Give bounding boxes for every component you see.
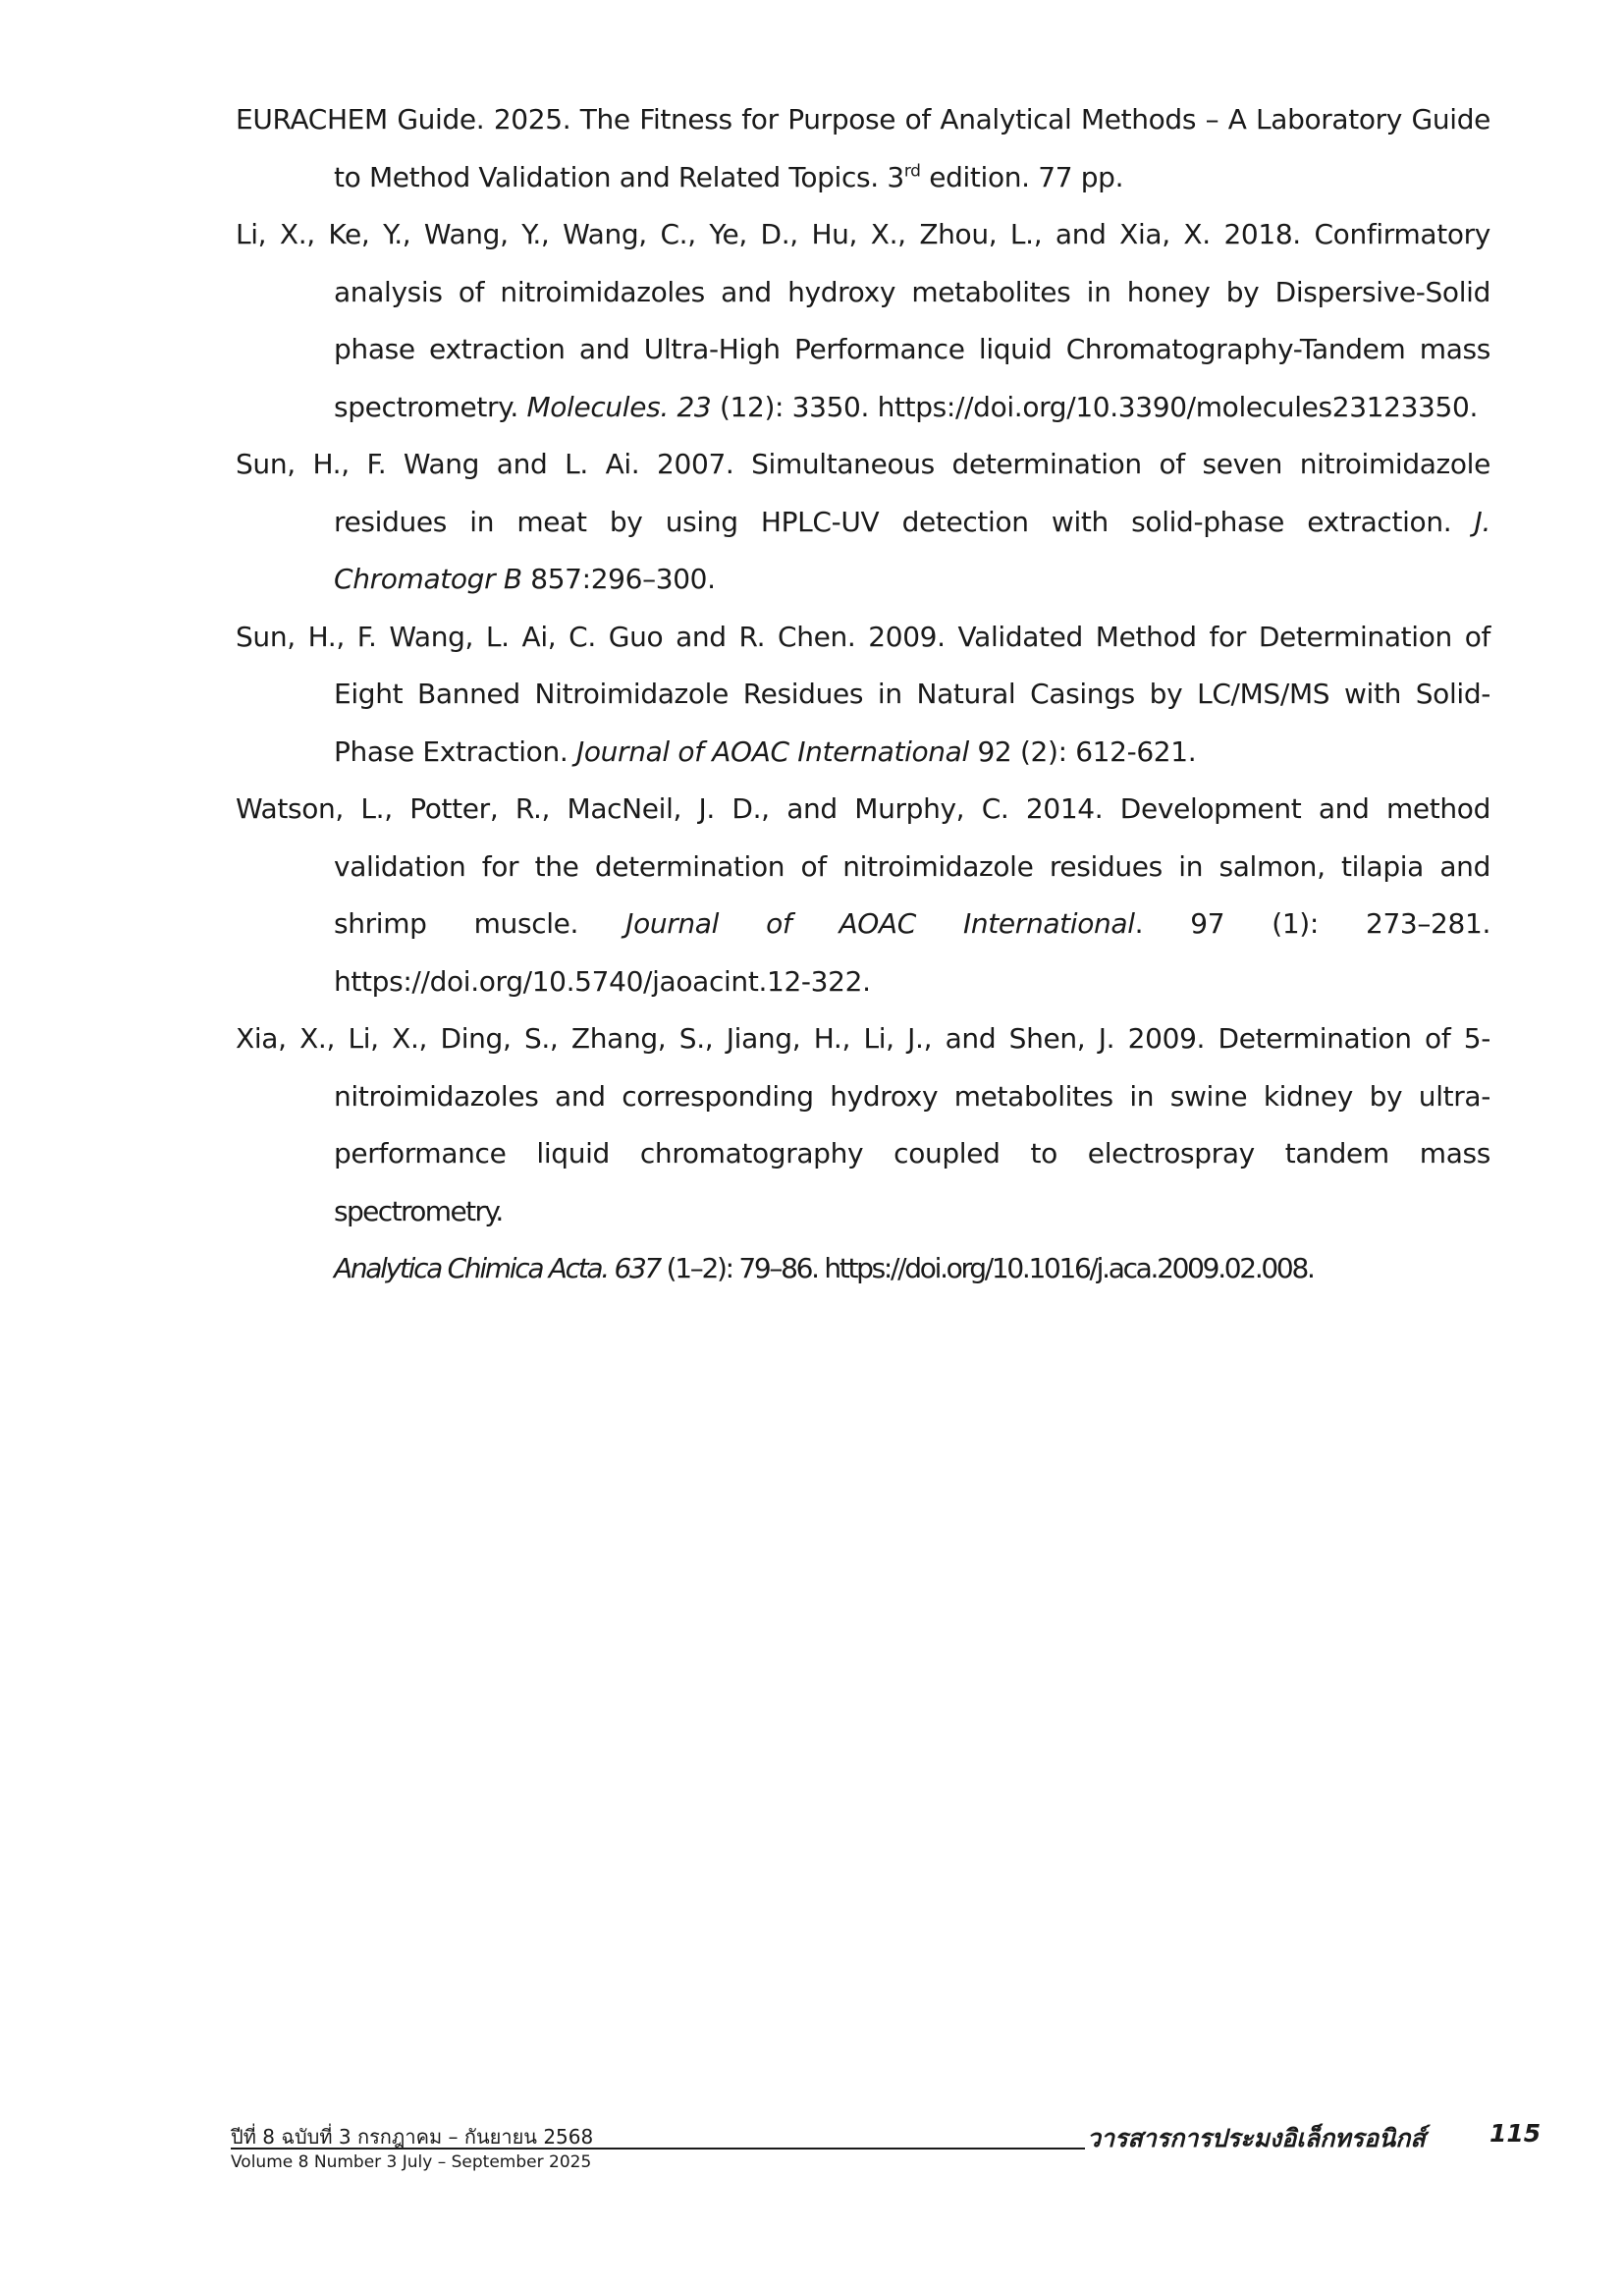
reference-text: spectrometry. bbox=[334, 1194, 503, 1227]
reference-entry bbox=[236, 91, 1490, 206]
reference-text: Li, X., Ke, Y., Wang, Y., Wang, C., Ye, D., Hu, X., Zhou, L., and Xia, X. 2018. Confirmatory analysis of nitroimidazoles and hydroxy metabolites in honey by Dispersive-Solid phase extraction and Ultra-High Performance liquid Chromatography-Tandem mass spectrometry. bbox=[236, 218, 1490, 423]
issue-info-thai: ปีที่ 8 ฉบับที่ 3 กรกฎาคม – กันยายน 2568 bbox=[231, 2125, 594, 2149]
reference-entry bbox=[236, 206, 1490, 436]
journal-name: Molecules. 23 bbox=[526, 390, 712, 423]
footer-divider bbox=[231, 2148, 1085, 2150]
reference-text: Sun, H., F. Wang, L. Ai, C. Guo and R. Chen. 2009. Validated Method for Determination of Eight Banned Nitroimidazole Residues in Natural Casings by LC/MS/MS with Solid-Phase Extraction. bbox=[236, 620, 1490, 768]
reference-list bbox=[236, 91, 1490, 1298]
issue-info-english: Volume 8 Number 3 July – September 2025 bbox=[231, 2152, 592, 2172]
page-number: 115 bbox=[1489, 2119, 1542, 2148]
journal-name: Journal of AOAC International bbox=[625, 907, 1135, 940]
superscript-ordinal: rd bbox=[903, 161, 921, 182]
reference-text: Watson, L., Potter, R., MacNeil, J. D., and Murphy, C. 2014. Development and method validation for the determination of nitroimidazole residues in salmon, tilapia and shrimp muscle. bbox=[236, 792, 1490, 940]
reference-text: edition. 77 pp. bbox=[920, 160, 1124, 193]
page-footer bbox=[231, 2121, 1546, 2180]
reference-entry bbox=[236, 1010, 1490, 1298]
reference-entry bbox=[236, 436, 1490, 609]
journal-title: วารสารการประมงอิเล็กทรอนิกส์ bbox=[1087, 2124, 1426, 2152]
journal-name: Journal of AOAC International bbox=[575, 735, 969, 768]
reference-text: 92 (2): 612-621. bbox=[968, 735, 1197, 768]
reference-entry bbox=[236, 609, 1490, 782]
reference-text: 857:296–300. bbox=[521, 563, 716, 595]
reference-entry bbox=[236, 781, 1490, 1010]
journal-name: Analytica Chimica Acta. 637 bbox=[334, 1252, 661, 1284]
reference-text: (1–2): 79–86. https://doi.org/10.1016/j.aca.2009.02.008. bbox=[660, 1252, 1314, 1284]
journal-name: J. Chromatogr B bbox=[334, 505, 1490, 595]
reference-text: Xia, X., Li, X., Ding, S., Zhang, S., Jiang, H., Li, J., and Shen, J. 2009. Determination of 5-nitroimidazoles and corresponding hydroxy metabolites in swine kidney by ultra-performance liquid chromatography coupled to electrospray tandem mass bbox=[236, 1022, 1490, 1170]
reference-text: Sun, H., F. Wang and L. Ai. 2007. Simultaneous determination of seven nitroimidazole residues in meat by using HPLC-UV detection with solid-phase extraction. bbox=[236, 448, 1490, 538]
reference-text: EURACHEM Guide. 2025. The Fitness for Purpose of Analytical Methods – A Laboratory Guide to Method Validation and Related Topics. 3 bbox=[236, 103, 1490, 193]
reference-text: . 97 (1): 273–281. https://doi.org/10.5740/jaoacint.12-322. bbox=[334, 907, 1490, 998]
reference-text: (12): 3350. https://doi.org/10.3390/molecules23123350. bbox=[711, 390, 1479, 423]
